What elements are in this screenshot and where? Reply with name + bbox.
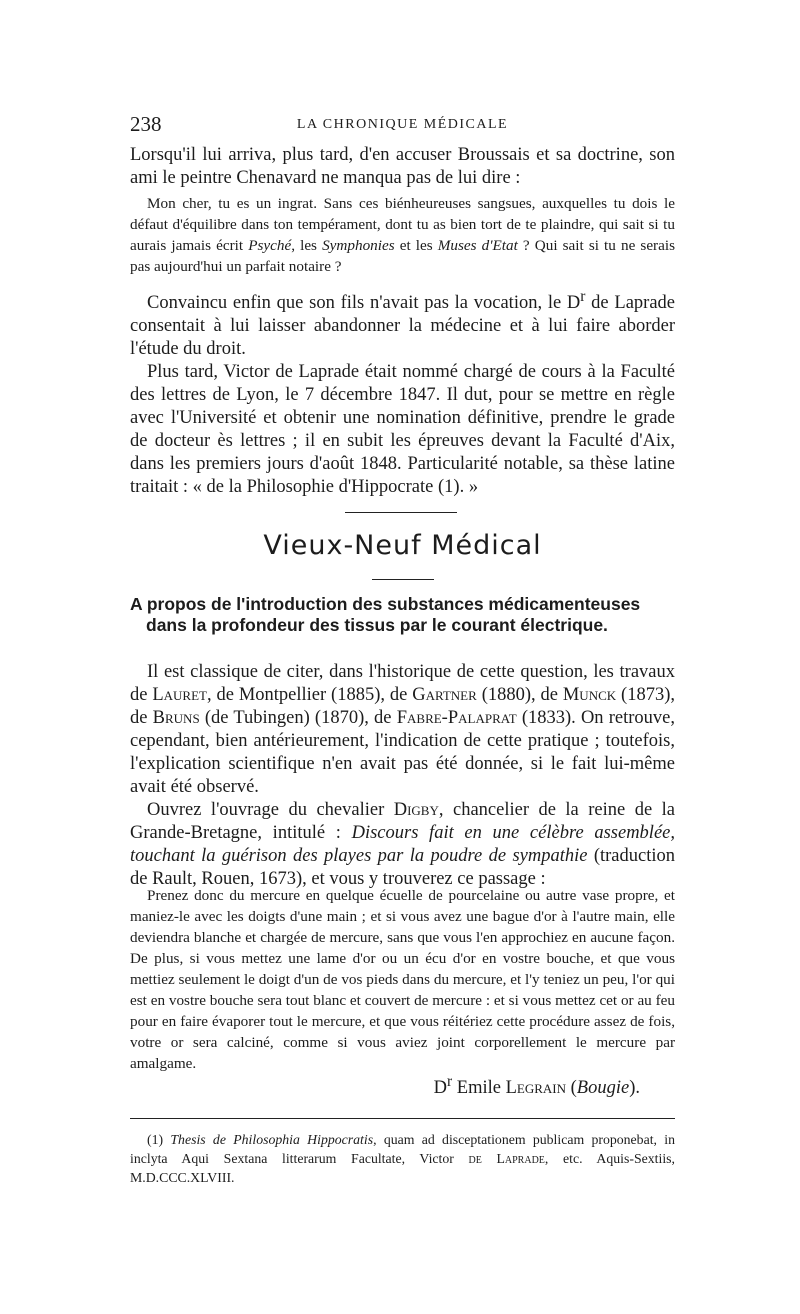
journal-title: LA CHRONIQUE MÉDICALE xyxy=(296,117,509,132)
quote-digby-text: Prenez donc du mercure en quelque écuelle de pourcelaine ou autre vase propre, et maniez-le avec les doigts d'une main ; et si vous avez une bague d'or à l'autre main, elle deviendra blanche et chargée de mercure, sans que vous l'en approchiez en aucune façon. De plus, si vous mettez une lame d'or ou un écu d'or en vostre bouche, et que vous mettiez seulement le doigt d'un de vos pieds dans du mercure, et l'y teniez un peu, l'or qui est en vostre bouche sera tout blanc et couvert de mercure : et si vous mettez cet or au feu pour en faire évaporer tout le mercure, et que vous réitériez cette procédure assez de fois, votre or sera calciné, comme si vous aviez joint corporellement le mercure par amalgame. xyxy=(130,887,675,1072)
section-title: Vieux-Neuf Médical xyxy=(263,530,542,561)
work-psyche: Psyché xyxy=(248,237,292,254)
signature: $D^r$ Emile Legrain (Bougie). xyxy=(433,1073,640,1099)
footnote-rule xyxy=(130,1118,675,1119)
article-title: A propos de l'introduction des substances médicamenteuses dans la profondeur des tissus par le courant électrique. xyxy=(130,594,641,635)
paragraph-digby: Ouvrez l'ouvrage du chevalier Digby, chancelier de la reine de la Grande-Bretagne, intitulé : Discours fait en une célèbre assemblée, touchant la guérison des playes par la poudre de sympathie (traduction de Rault, Rouen, 1673), et vous y trouverez ce passage : xyxy=(130,800,675,889)
page-number: 238 xyxy=(130,112,162,136)
quote-digby xyxy=(130,885,675,1074)
paragraph-history: Il est classique de citer, dans l'historique de cette question, les travaux de Lauret, de Montpellier (1885), de Gartner (1880), de Munck (1873), de Bruns (de Tubingen) (1870), de Fabre-Palaprat (1833). On retrouve, cependant, bien antérieurement, l'indication de cette pratique ; toutefois, l'explication scientifique n'en avait pas été donnée, si le fait lui-même avait été observé. xyxy=(130,662,676,797)
paragraph-faculte: Plus tard, Victor de Laprade était nommé chargé de cours à la Faculté des lettres de Lyon, le 7 décembre 1847. Il dut, pour se mettre en règle avec l'Université et obtenir une nomination définitive, prendre le grade de docteur ès lettres ; il en subit les épreuves devant la Faculté d'Aix, dans les premiers jours d'août 1848. Particularité notable, sa thèse latine traitait : « de la Philosophie d'Hippocrate (1). » xyxy=(130,362,675,498)
footnote: (1) Thesis de Philosophia Hippocratis, quam ad disceptationem publicam proponebat, in inclyta Aqui Sextana litterarum Facultate, Victor de Laprade, etc. Aquis-Sextiis, M.D.CCC.XLVIII. xyxy=(130,1132,675,1185)
section-divider-top xyxy=(345,512,457,513)
running-header xyxy=(130,112,675,138)
paragraph-vocation: Convaincu enfin que son fils n'avait pas la vocation, le $D^r$ de Laprade consentait à lui laisser abandonner la médecine et à lui faire aborder l'étude du droit. xyxy=(130,288,675,360)
book-title: Discours fait en une célèbre assemblée, touchant la guérison des playes par la poudre de sympathie xyxy=(130,823,675,866)
intro-paragraph: Lorsqu'il lui arriva, plus tard, d'en accuser Broussais et sa doctrine, son ami le peintre Chenavard ne manqua pas de lui dire : xyxy=(130,145,675,188)
work-symphonies: Symphonies xyxy=(322,237,395,254)
quote-chenavard-text: Mon cher, tu es un ingrat. Sans ces biénheureuses sangsues, auxquelles tu dois le défaut d'équilibre dans ton tempérament, dont tu as bien tort de te plaindre, qui sait si tu aurais jamais écrit Psyché, les Symphonies et les Muses d'Etat ? Qui sait si tu ne serais pas aujourd'hui un parfait notaire ? xyxy=(130,195,675,275)
section-divider-bottom xyxy=(372,579,434,580)
intro-block xyxy=(130,144,675,190)
work-muses: Muses d'Etat xyxy=(437,237,518,254)
body-paragraphs xyxy=(130,285,675,499)
article-body xyxy=(130,661,675,891)
quote-chenavard xyxy=(130,193,675,277)
